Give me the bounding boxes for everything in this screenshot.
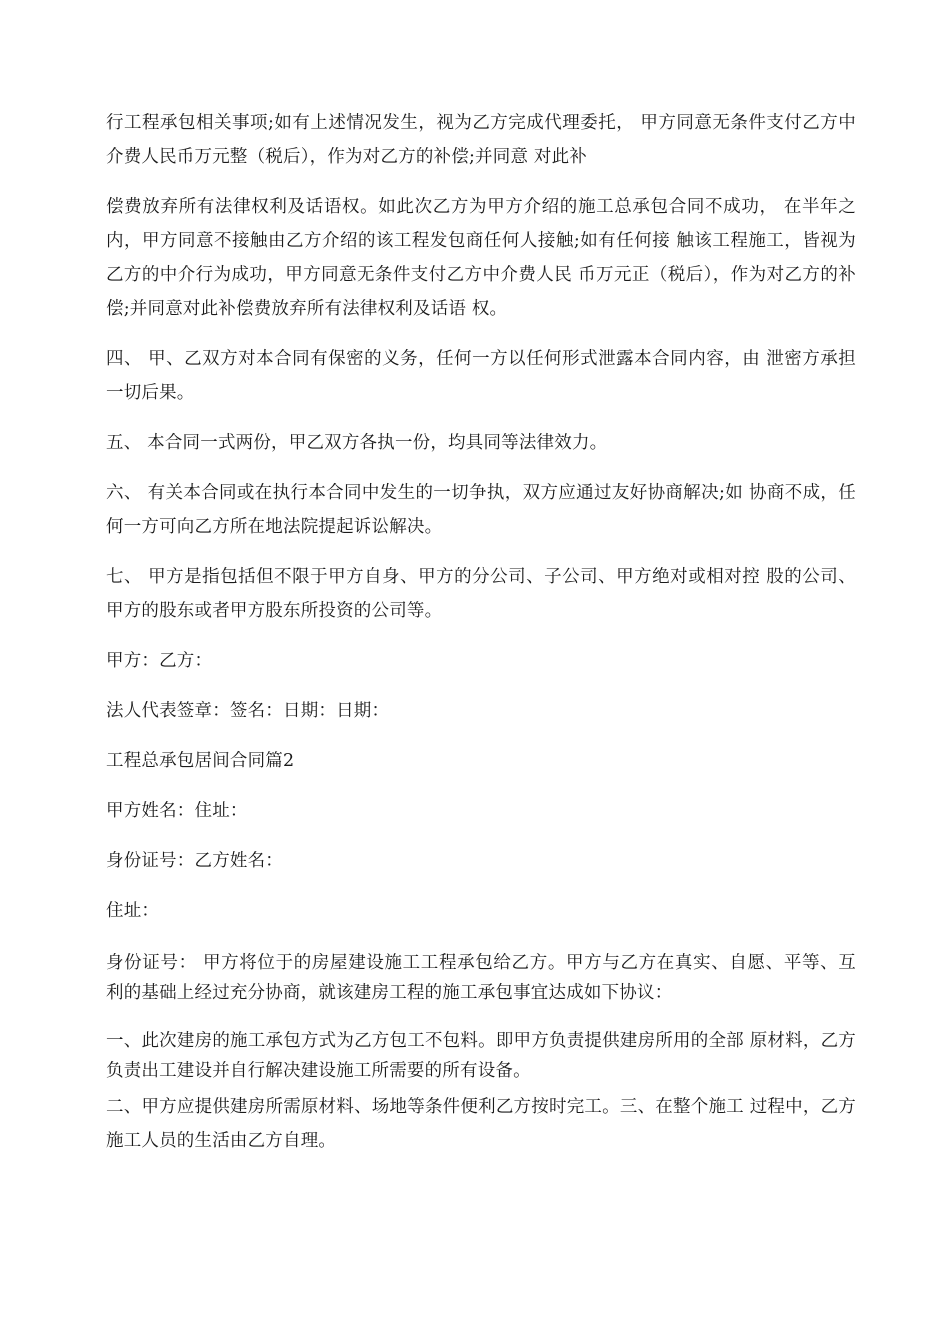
paragraph-compensation-clause: 偿费放弃所有法律权利及话语权。如此次乙方为甲方介绍的施工总承包合同不成功， 在半年之内，甲方同意不接触由乙方介绍的该工程发包商任何人接触;如有任何接 触该工程施工，皆视为乙方的中介行为成功，甲方同意无条件支付乙方中介费人民 币万元正（税后），作为对乙方的补偿;并同意对此补偿费放弃所有法律权利及话语 权。 [106, 197, 856, 319]
paragraph-agency-clause: 行工程承包相关事项;如有上述情况发生，视为乙方完成代理委托， 甲方同意无条件支付乙方中介费人民币万元整（税后），作为对乙方的补偿;并同意 对此补 [106, 113, 856, 167]
paragraph-item-2-3: 二、甲方应提供建房所需原材料、场地等条件便利乙方按时完工。三、在整个施工 过程中，乙方施工人员的生活由乙方自理。 [106, 1097, 856, 1151]
paragraph-item-1: 一、此次建房的施工承包方式为乙方包工不包料。即甲方负责提供建房所用的全部 原材料，乙方负责出工建设并自行解决建设施工所需要的所有设备。 [106, 1031, 856, 1081]
id-number-line: 身份证号：乙方姓名： [106, 851, 283, 871]
paragraph-clause-4: 四、 甲、乙双方对本合同有保密的义务，任何一方以任何形式泄露本合同内容，由 泄密方承担一切后果。 [106, 349, 856, 403]
paragraph-clause-6: 六、 有关本合同或在执行本合同中发生的一切争执，双方应通过友好协商解决;如 协商不成，任何一方可向乙方所在地法院提起诉讼解决。 [106, 483, 856, 537]
address-line: 住址： [106, 901, 160, 921]
signature-date-line: 法人代表签章：签名：日期：日期： [106, 701, 390, 721]
paragraph-clause-5: 五、 本合同一式两份，甲乙双方各执一份，均具同等法律效力。 [106, 433, 608, 453]
signature-parties-line: 甲方：乙方： [106, 651, 213, 671]
party-a-name-line: 甲方姓名：住址： [106, 801, 248, 821]
paragraph-clause-7: 七、 甲方是指包括但不限于甲方自身、甲方的分公司、子公司、甲方绝对或相对控 股的公司、甲方的股东或者甲方股东所投资的公司等。 [106, 567, 856, 621]
paragraph-agreement-intro: 身份证号： 甲方将位于的房屋建设施工工程承包给乙方。甲方与乙方在真实、自愿、平等、互 利的基础上经过充分协商，就该建房工程的施工承包事宜达成如下协议： [106, 953, 856, 1003]
section-title: 工程总承包居间合同篇2 [106, 751, 295, 771]
